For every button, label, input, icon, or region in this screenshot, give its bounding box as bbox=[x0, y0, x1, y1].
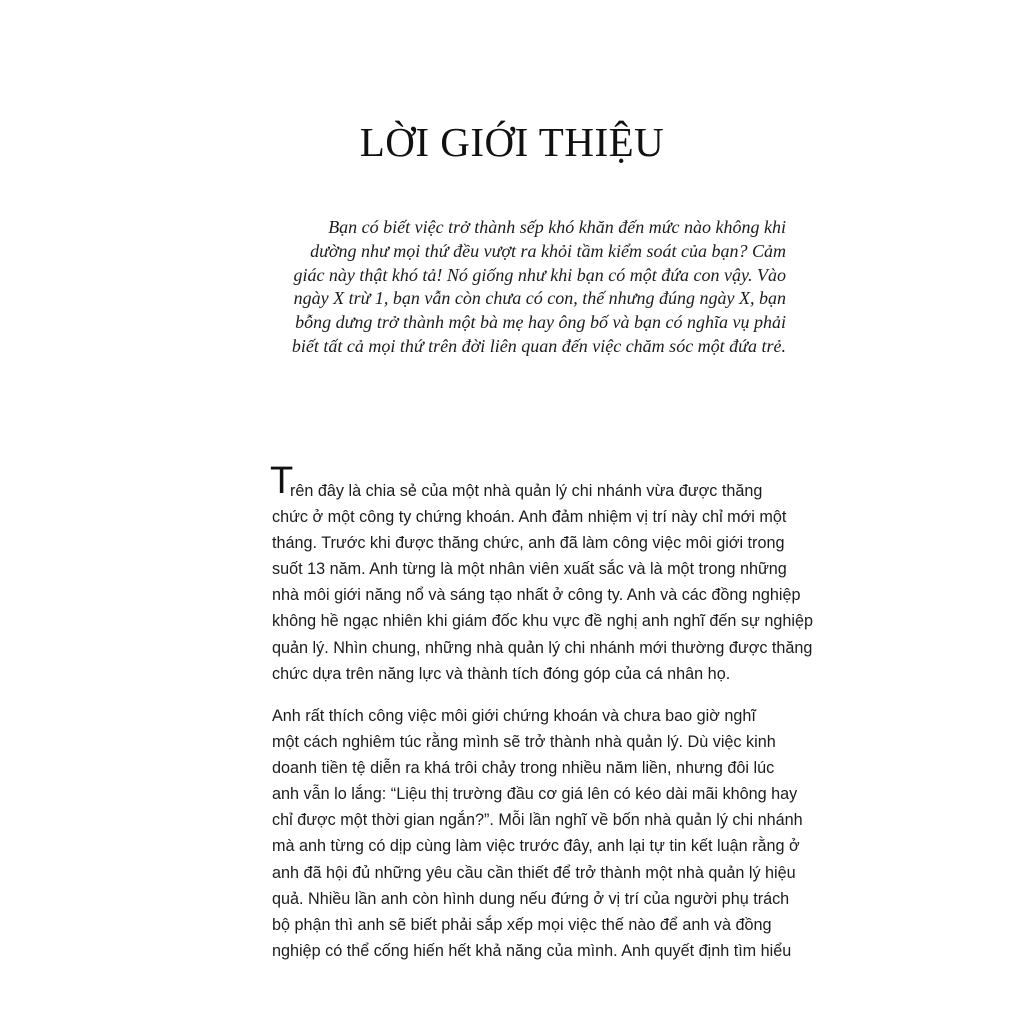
paragraph-line: anh đã hội đủ những yêu cầu cần thiết để trở thành một nhà quản lý hiệu bbox=[272, 863, 796, 882]
paragraph-line: bộ phận thì anh sẽ biết phải sắp xếp mọi việc thế nào để anh và đồng bbox=[272, 915, 772, 934]
epigraph-quote bbox=[246, 216, 786, 359]
paragraph-line: mà anh từng có dịp cùng làm việc trước đây, anh lại tự tin kết luận rằng ở bbox=[272, 837, 800, 856]
paragraph-line: quả. Nhiều lần anh còn hình dung nếu đứng ở vị trí của người phụ trách bbox=[272, 889, 790, 908]
paragraph-line: chỉ được một thời gian ngắn?”. Mỗi lần nghĩ về bốn nhà quản lý chi nhánh bbox=[272, 811, 803, 830]
body-paragraph-2 bbox=[272, 703, 803, 964]
paragraph-line: chức ở một công ty chứng khoán. Anh đảm nhiệm vị trí này chỉ mới một bbox=[272, 508, 787, 527]
chapter-title: LỜI GIỚI THIỆU bbox=[359, 119, 665, 165]
paragraph-line: nhà môi giới năng nổ và sáng tạo nhất ở công ty. Anh và các đồng nghiệp bbox=[272, 586, 801, 605]
paragraph-line: quản lý. Nhìn chung, những nhà quản lý chi nhánh mới thường được thăng bbox=[272, 638, 813, 657]
paragraph-line: doanh tiền tệ diễn ra khá trôi chảy trong nhiều năm liền, nhưng đôi lúc bbox=[272, 759, 775, 778]
paragraph-line: một cách nghiêm túc rằng mình sẽ trở thành nhà quản lý. Dù việc kinh bbox=[272, 733, 776, 752]
body-paragraph-1 bbox=[272, 478, 813, 687]
paragraph-line: nghiệp có thể cống hiến hết khả năng của mình. Anh quyết định tìm hiểu bbox=[272, 941, 792, 960]
epigraph-line: dường như mọi thứ đều vượt ra khỏi tầm kiểm soát của bạn? Cảm bbox=[310, 240, 786, 261]
epigraph-line: giác này thật khó tả! Nó giống như khi bạn có một đứa con vậy. Vào bbox=[293, 264, 786, 285]
paragraph-line: không hề ngạc nhiên khi giám đốc khu vực đề nghị anh nghĩ đến sự nghiệp bbox=[272, 612, 813, 631]
paragraph-line: anh vẫn lo lắng: “Liệu thị trường đầu cơ giá lên có kéo dài mãi không hay bbox=[272, 785, 798, 804]
drop-cap: T bbox=[270, 460, 294, 502]
paragraph-line: Anh rất thích công việc môi giới chứng khoán và chưa bao giờ nghĩ bbox=[272, 707, 756, 725]
paragraph-line: rên đây là chia sẻ của một nhà quản lý chi nhánh vừa được thăng bbox=[290, 482, 763, 500]
epigraph-line: bỗng dưng trở thành một bà mẹ hay ông bố và bạn có nghĩa vụ phải bbox=[295, 312, 786, 333]
paragraph-line: tháng. Trước khi được thăng chức, anh đã làm công việc môi giới trong bbox=[272, 534, 785, 553]
paragraph-line: suốt 13 năm. Anh từng là một nhân viên xuất sắc và là một trong những bbox=[272, 560, 787, 579]
epigraph-line: Bạn có biết việc trở thành sếp khó khăn đến mức nào không khi bbox=[328, 217, 786, 237]
epigraph-line: biết tất cả mọi thứ trên đời liên quan đến việc chăm sóc một đứa trẻ. bbox=[291, 335, 786, 356]
paragraph-line: chức dựa trên năng lực và thành tích đóng góp của cá nhân họ. bbox=[272, 664, 731, 683]
epigraph-line: ngày X trừ 1, bạn vẫn còn chưa có con, thế nhưng đúng ngày X, bạn bbox=[293, 288, 786, 309]
